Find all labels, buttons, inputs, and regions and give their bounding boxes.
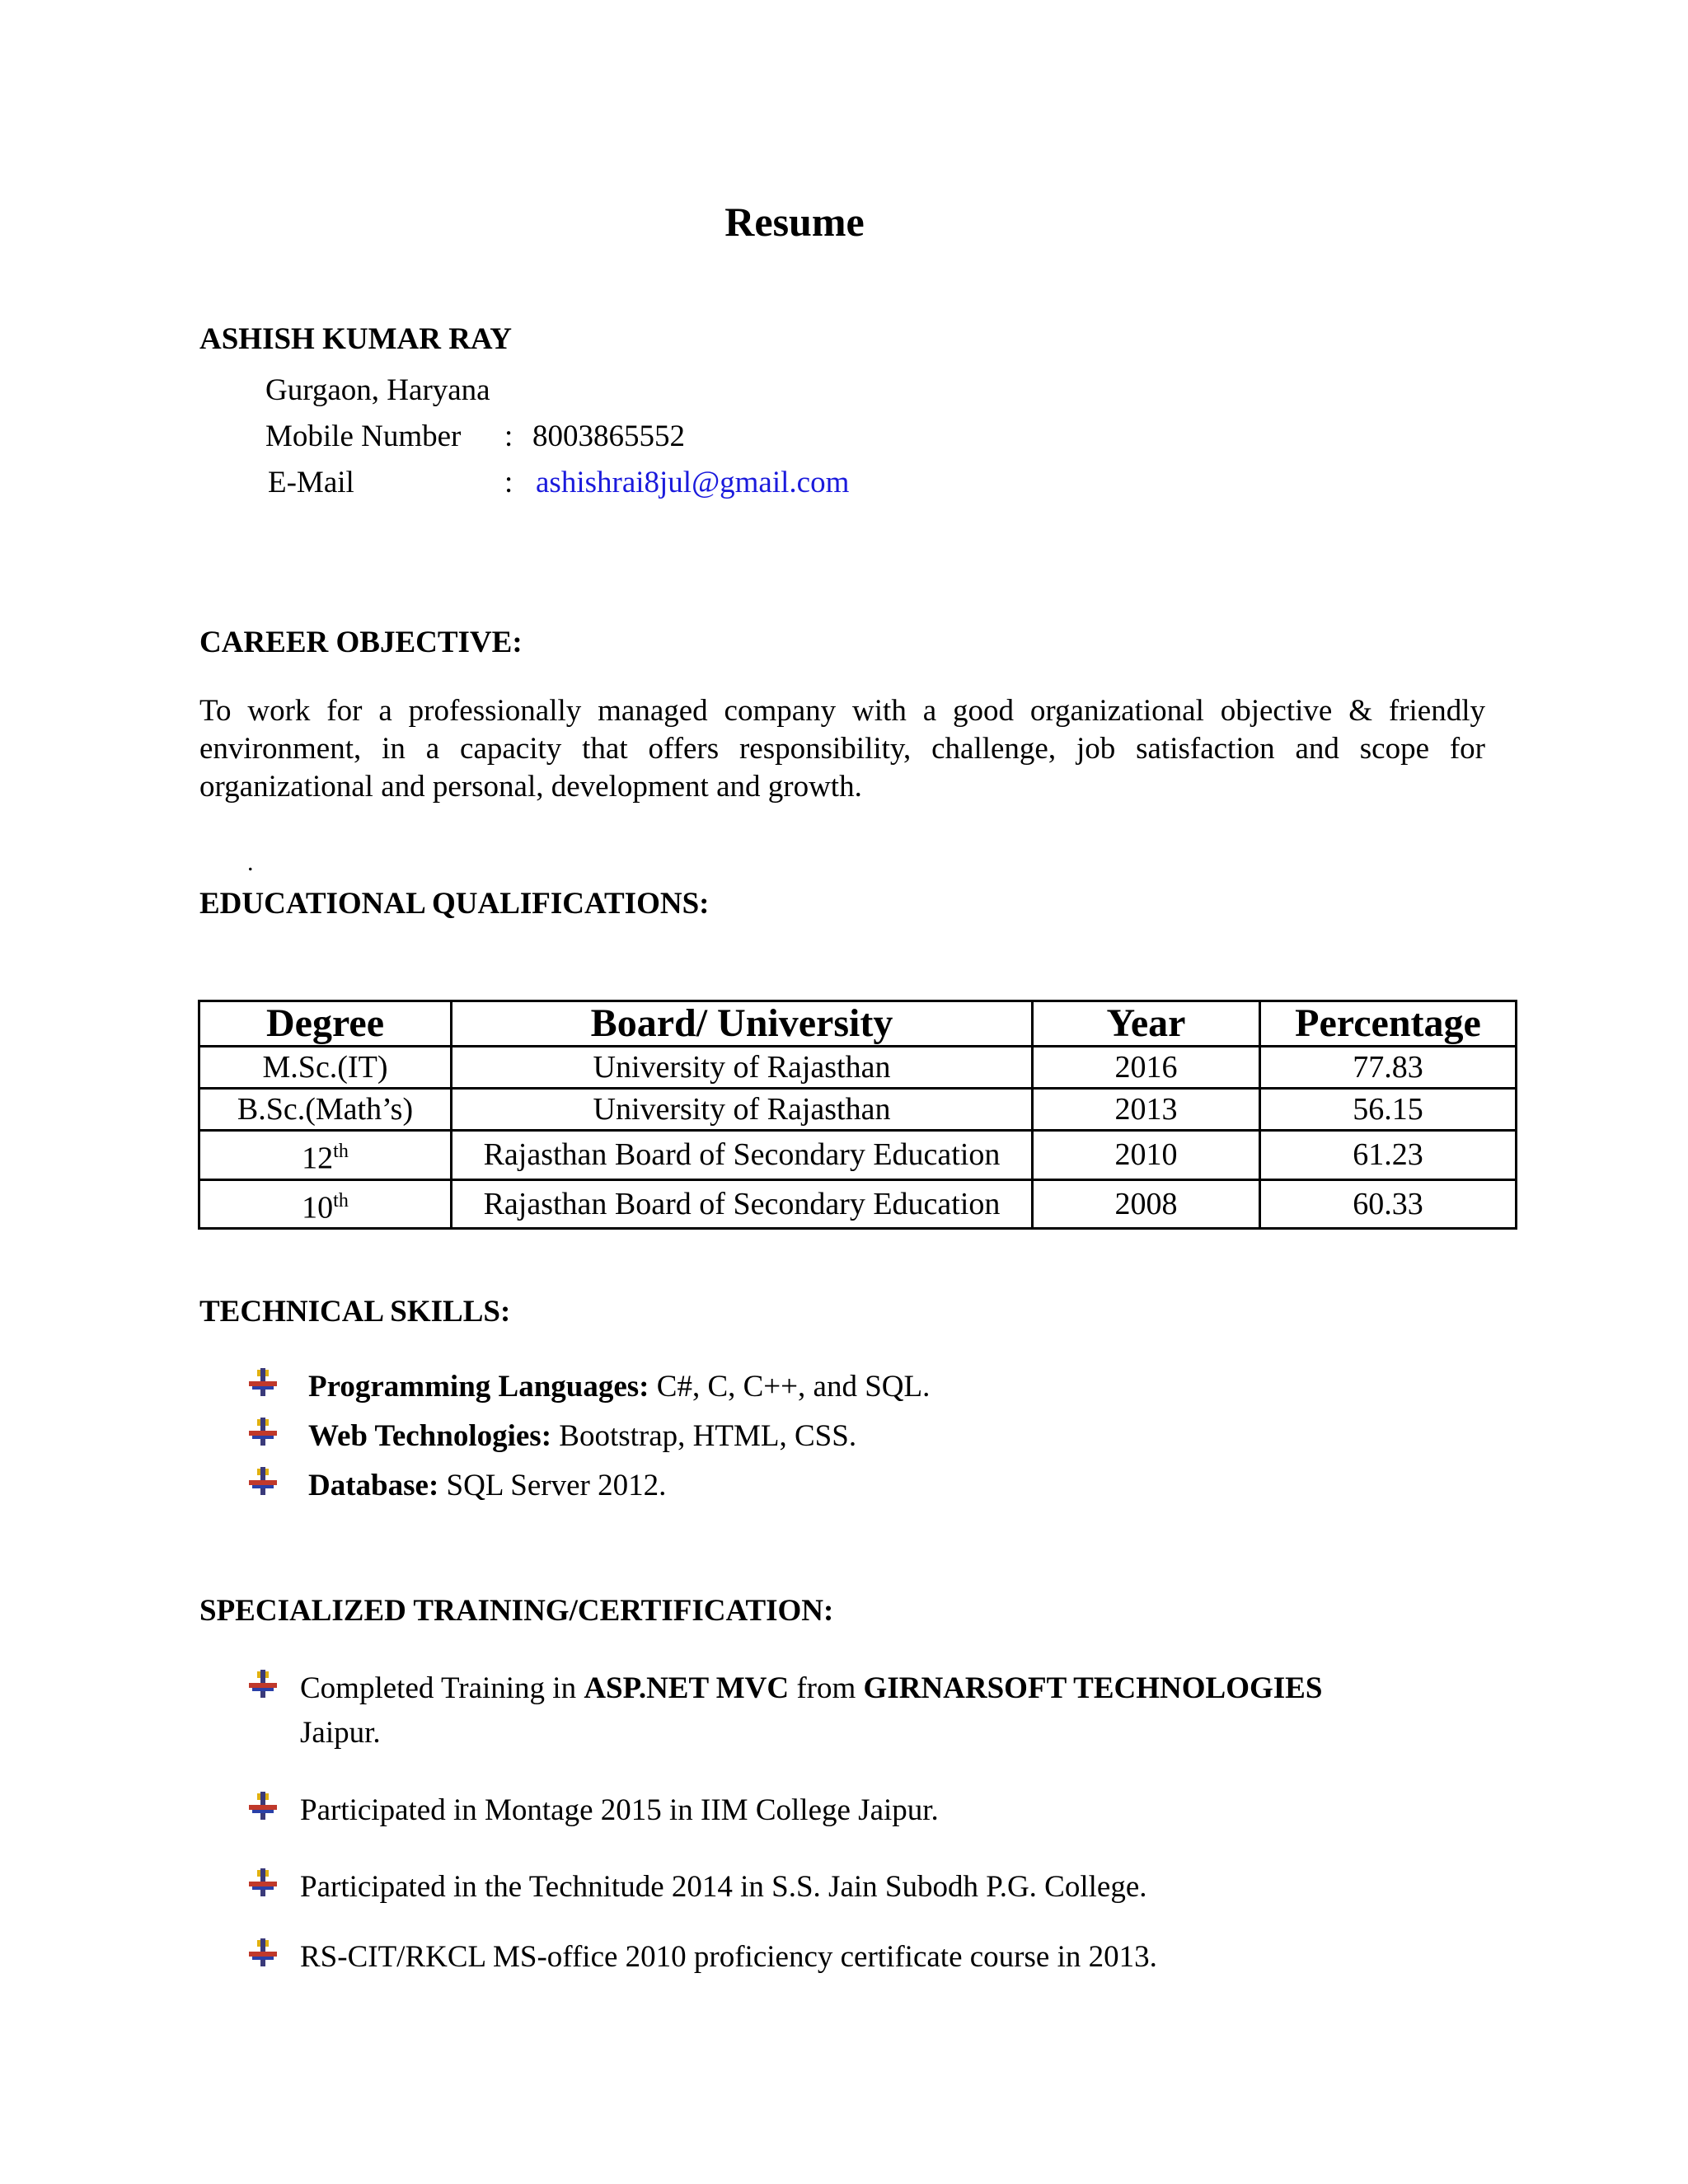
career-objective-heading: CAREER OBJECTIVE: xyxy=(199,626,523,659)
education-heading: EDUCATIONAL QUALIFICATIONS: xyxy=(199,887,710,921)
bullet-icon xyxy=(249,1938,277,1966)
mobile-colon: : xyxy=(504,419,513,453)
email-label: E-Mail xyxy=(268,466,354,499)
career-objective-text: To work for a professionally managed company with a good organizational objective & friendly environment, in a capacity that offers responsibility, challenge, job satisfaction and scope for organizational and personal, development and growth. xyxy=(199,694,1485,804)
table-row xyxy=(199,1047,1517,1089)
list-item xyxy=(249,1788,939,1833)
training-item: Participated in Montage 2015 in IIM College Jaipur. xyxy=(300,1793,939,1827)
education-table xyxy=(198,1000,1517,1230)
table-row xyxy=(199,1131,1517,1180)
degree-superscript: th xyxy=(333,1141,349,1162)
email-link[interactable]: ashishrai8jul@gmail.com xyxy=(536,466,850,499)
bullet-icon xyxy=(249,1418,277,1446)
technical-skills-heading: TECHNICAL SKILLS: xyxy=(199,1295,511,1329)
list-item xyxy=(249,1666,1322,1755)
bullet-icon xyxy=(249,1670,277,1698)
percentage-cell: 77.83 xyxy=(1260,1047,1517,1089)
training-item xyxy=(300,1666,1322,1755)
skill-item xyxy=(308,1414,856,1459)
column-header-year: Year xyxy=(1033,1001,1260,1047)
skill-label: Programming Languages: xyxy=(308,1370,649,1404)
skill-label: Database: xyxy=(308,1469,439,1502)
board-cell: University of Rajasthan xyxy=(452,1047,1033,1089)
training-location: Jaipur. xyxy=(300,1716,381,1750)
skill-value: SQL Server 2012. xyxy=(438,1469,667,1502)
skill-item xyxy=(308,1464,666,1508)
year-cell: 2010 xyxy=(1033,1131,1260,1180)
degree-text: 12 xyxy=(302,1141,334,1176)
training-heading: SPECIALIZED TRAINING/CERTIFICATION: xyxy=(199,1594,834,1628)
degree-superscript: th xyxy=(333,1189,349,1212)
training-item: RS-CIT/RKCL MS-office 2010 proficiency certificate course in 2013. xyxy=(300,1940,1157,1974)
skill-value: Bootstrap, HTML, CSS. xyxy=(551,1419,857,1453)
column-header-board: Board/ University xyxy=(452,1001,1033,1047)
board-cell: Rajasthan Board of Secondary Education xyxy=(452,1179,1033,1229)
bullet-icon xyxy=(249,1368,277,1396)
list-item xyxy=(249,1865,1147,1910)
email-colon: : xyxy=(504,466,513,499)
training-text: Completed Training in xyxy=(300,1671,584,1705)
degree-cell xyxy=(199,1047,452,1089)
degree-cell xyxy=(199,1131,452,1180)
column-header-degree: Degree xyxy=(199,1001,452,1047)
stray-dot: . xyxy=(247,849,254,876)
list-item xyxy=(249,1365,930,1409)
bullet-icon xyxy=(249,1467,277,1495)
training-item: Participated in the Technitude 2014 in S.S. Jain Subodh P.G. College. xyxy=(300,1870,1147,1904)
training-company: GIRNARSOFT TECHNOLOGIES xyxy=(863,1671,1323,1705)
column-header-percentage: Percentage xyxy=(1260,1001,1517,1047)
address: Gurgaon, Haryana xyxy=(265,373,490,407)
board-cell: Rajasthan Board of Secondary Education xyxy=(452,1131,1033,1180)
year-cell: 2016 xyxy=(1033,1047,1260,1089)
percentage-cell: 60.33 xyxy=(1260,1179,1517,1229)
training-course: ASP.NET MVC xyxy=(584,1671,790,1705)
bullet-icon xyxy=(249,1792,277,1820)
degree-text: M.Sc.(IT) xyxy=(262,1050,388,1085)
percentage-cell: 56.15 xyxy=(1260,1089,1517,1131)
degree-cell xyxy=(199,1089,452,1131)
table-row xyxy=(199,1179,1517,1229)
year-cell: 2013 xyxy=(1033,1089,1260,1131)
table-header-row xyxy=(199,1001,1517,1047)
list-item xyxy=(249,1464,666,1508)
degree-text: B.Sc.(Math’s) xyxy=(237,1092,414,1127)
skill-item xyxy=(308,1365,930,1409)
degree-cell xyxy=(199,1179,452,1229)
skill-value: C#, C, C++, and SQL. xyxy=(649,1370,931,1404)
degree-text: 10 xyxy=(302,1190,334,1226)
table-row xyxy=(199,1089,1517,1131)
percentage-cell: 61.23 xyxy=(1260,1131,1517,1180)
list-item xyxy=(249,1414,856,1459)
bullet-icon xyxy=(249,1868,277,1896)
board-cell: University of Rajasthan xyxy=(452,1089,1033,1131)
page-title: Resume xyxy=(724,199,865,245)
skill-label: Web Technologies: xyxy=(308,1419,552,1453)
candidate-name: ASHISH KUMAR RAY xyxy=(199,322,512,356)
year-cell: 2008 xyxy=(1033,1179,1260,1229)
mobile-label: Mobile Number xyxy=(265,419,462,453)
training-text: from xyxy=(789,1671,864,1705)
list-item xyxy=(249,1935,1157,1980)
mobile-value: 8003865552 xyxy=(532,419,685,453)
